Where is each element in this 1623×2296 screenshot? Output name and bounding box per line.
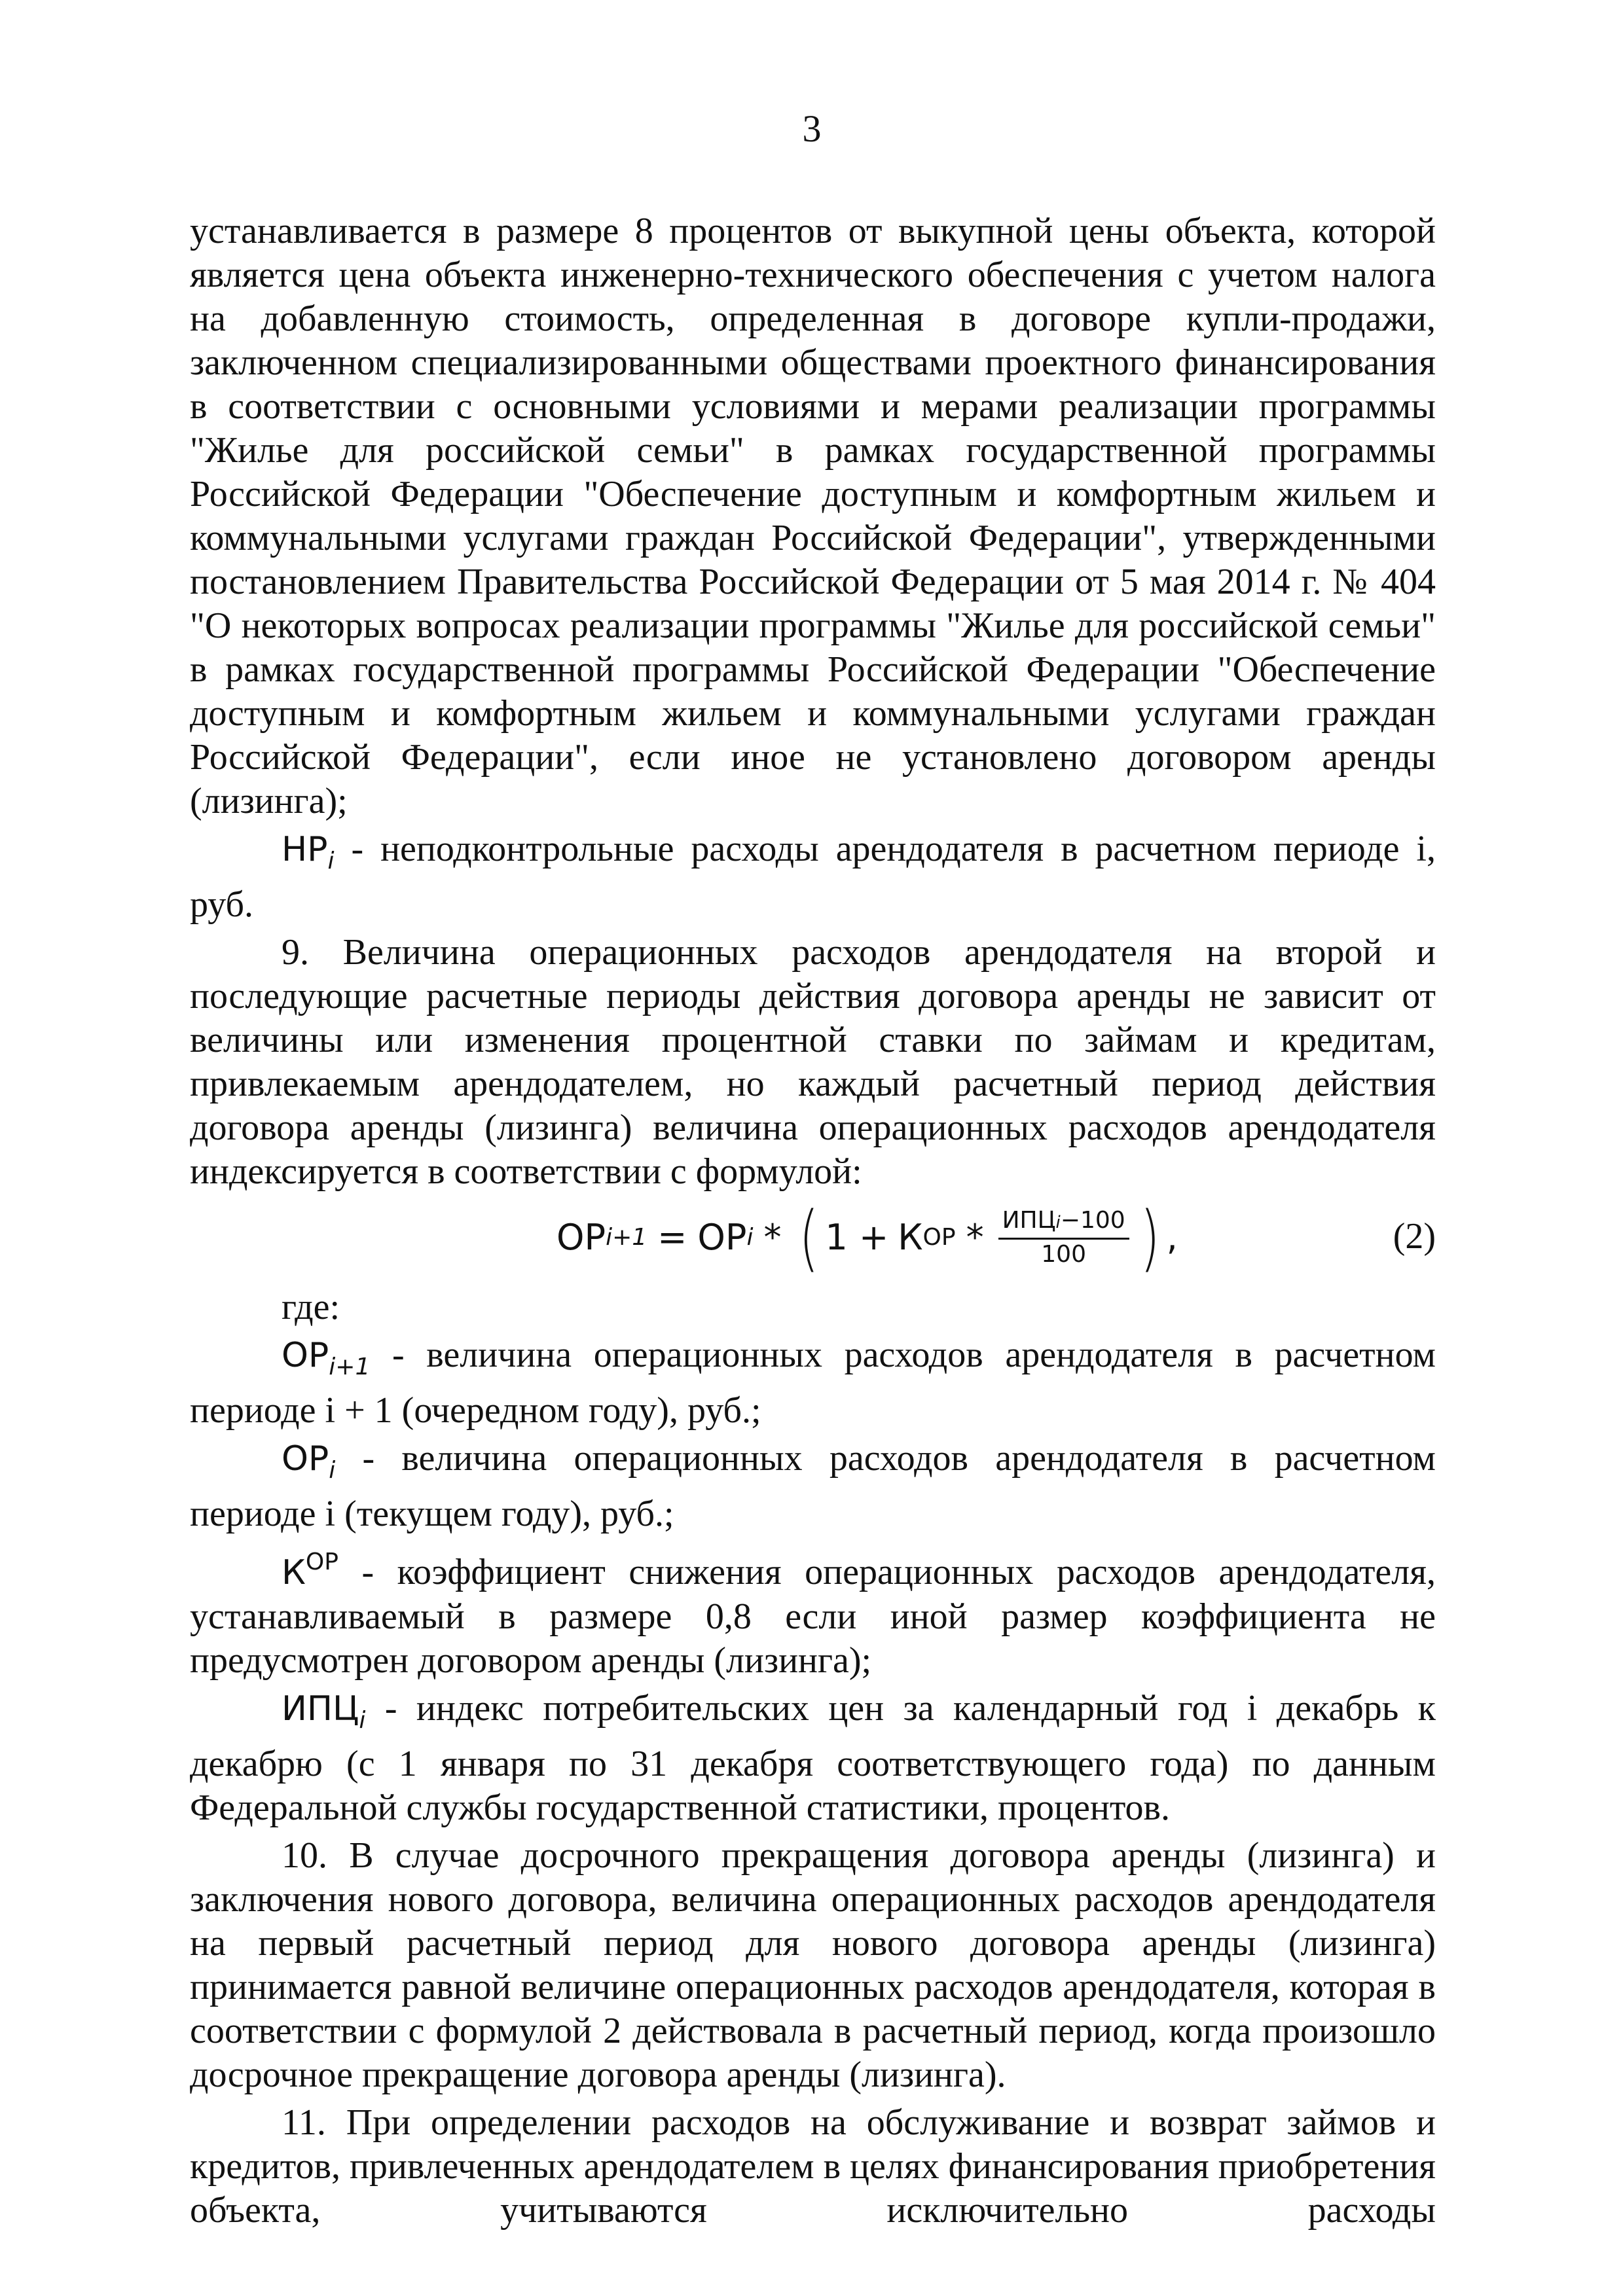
or-cur-subscript: i <box>329 1457 336 1484</box>
fraction-denominator: 100 <box>1041 1241 1086 1268</box>
document-body <box>190 209 1436 2233</box>
nr-subscript: i <box>327 848 335 874</box>
formula-2 <box>190 1196 1436 1283</box>
definition-or-current <box>190 1437 1436 1536</box>
formula-trail: , <box>1166 1217 1178 1258</box>
definition-or-next <box>190 1333 1436 1433</box>
formula-times-1: * <box>763 1217 782 1258</box>
formula-lhs: ОР <box>556 1217 606 1258</box>
or-next-symbol: ОР <box>282 1336 329 1375</box>
formula-times-2: * <box>966 1217 984 1258</box>
definition-k-or <box>190 1540 1436 1683</box>
or-cur-text: - величина операционных расходов арендодателя в расчетном периоде i (текущем году), руб.; <box>190 1438 1436 1534</box>
definition-nr <box>190 827 1436 927</box>
definition-ipc <box>190 1687 1436 1830</box>
k-or-superscript: ОР <box>305 1549 338 1575</box>
ipc-text: - индекс потребительских цен за календарный год i декабрь к декабрю (с 1 января по 31 декабря соответствующего года) по данным Федеральной службы государственной статистики, процентов. <box>190 1688 1436 1828</box>
fraction-numerator <box>998 1206 1129 1240</box>
k-or-text: - коэффициент снижения операционных расходов арендодателя, устанавливаемый в размере 0,8 если иной размер коэффициента не предусмотрен договором аренды (лизинга); <box>190 1552 1436 1681</box>
ipc-subscript: i <box>359 1707 366 1734</box>
paragraph-10: 10. В случае досрочного прекращения договора аренды (лизинга) и заключения нового договора, величина операционных расходов арендодателя на первый расчетный период для нового договора аренды (лизинга) принимается равной величине операционных расходов арендодателя, которая в соответствии с формулой 2 действовала в расчетный период, когда произошло досрочное прекращение договора аренды (лизинга). <box>190 1835 1436 2095</box>
numerator-sub: i <box>1055 1213 1061 1232</box>
formula-fraction <box>998 1206 1129 1270</box>
nr-text: - неподконтрольные расходы арендодателя в расчетном периоде i, руб. <box>190 829 1436 925</box>
formula-rhs-sub: i <box>746 1224 754 1251</box>
formula-k: К <box>898 1217 923 1258</box>
paragraph-9: 9. Величина операционных расходов арендодателя на второй и последующие расчетные периоды действия договора аренды не зависит от величины или изменения процентной ставки по займам и кредитам, привлекаемым арендодателем, но каждый расчетный период действия договора аренды (лизинга) величина операционных расходов арендодателя индексируется в соответствии с формулой: <box>190 932 1436 1192</box>
paragraph-intro: устанавливается в размере 8 процентов от выкупной цены объекта, которой является цена объекта инженерно-технического обеспечения с учетом налога на добавленную стоимость, определенная в договоре купли-продажи, заключенном специализированными обществами проектного финансирования в соответствии с основными условиями и мерами реализации программы "Жилье для российской семьи" в рамках государственной программы Российской Федерации "Обеспечение доступным и комфортным жильем и коммунальными услугами граждан Российской Федерации", утвержденными постановлением Правительства Российской Федерации от 5 мая 2014 г. № 404 "О некоторых вопросах реализации программы "Жилье для российской семьи" в рамках государственной программы Российской Федерации "Обеспечение доступным и комфортным жильем и коммунальными услугами граждан Российской Федерации", если иное не установлено договором аренды (лизинга); <box>190 211 1436 821</box>
k-or-symbol: К <box>282 1553 306 1592</box>
numerator-rest: −100 <box>1060 1207 1125 1234</box>
or-next-text: - величина операционных расходов арендодателя в расчетном периоде i + 1 (очередном году), руб.; <box>190 1335 1436 1431</box>
or-cur-symbol: ОР <box>282 1439 329 1479</box>
nr-symbol: НР <box>282 830 328 869</box>
where-label: где: <box>282 1287 340 1327</box>
formula-expression <box>556 1196 1178 1280</box>
numerator-base: ИПЦ <box>1002 1207 1056 1234</box>
formula-k-sup: ОР <box>922 1224 956 1251</box>
or-next-subscript: i+1 <box>329 1354 371 1380</box>
formula-lhs-sub: i+1 <box>606 1224 647 1251</box>
formula-close-paren: ) <box>1140 1196 1160 1280</box>
paragraph-11: 11. При определении расходов на обслуживание и возврат займов и кредитов, привлеченных арендодателем в целях финансирования приобретения объекта, учитываются исключительно расходы <box>190 2102 1436 2231</box>
formula-rhs: ОР <box>697 1217 747 1258</box>
formula-number: (2) <box>1393 1216 1436 1257</box>
formula-open-paren: ( <box>798 1196 818 1280</box>
formula-one-plus: 1 + <box>825 1217 889 1258</box>
formula-equals: = <box>657 1217 687 1258</box>
page-number: 3 <box>802 107 822 150</box>
ipc-symbol: ИПЦ <box>282 1689 359 1729</box>
